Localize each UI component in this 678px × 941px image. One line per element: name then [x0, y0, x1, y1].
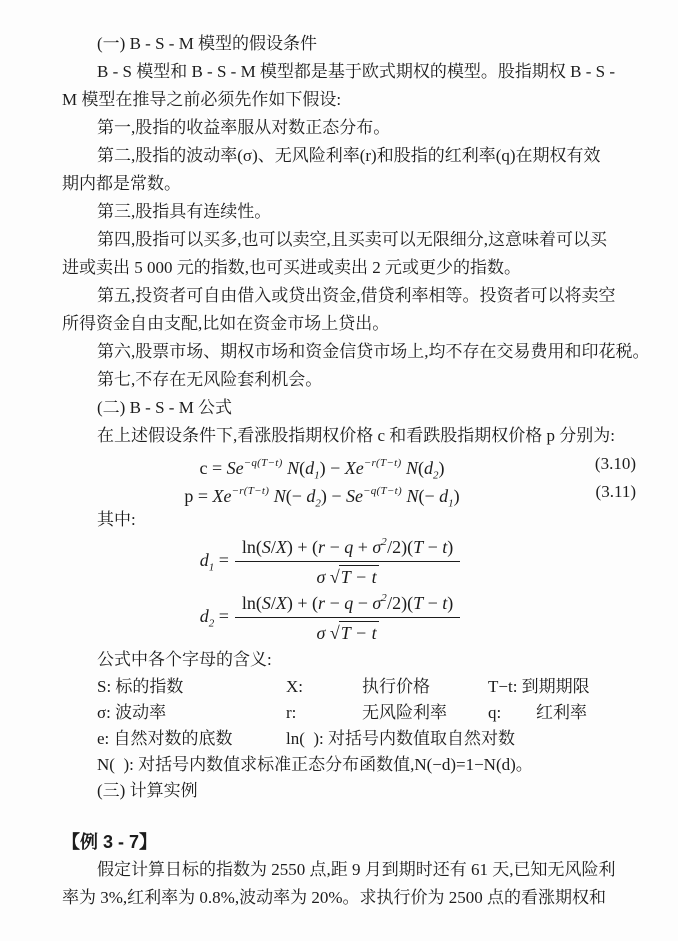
legend-cell: (三) 计算实例: [97, 781, 198, 800]
body-line: 在上述假设条件下,看涨股指期权价格 c 和看跌股指期权价格 p 分别为:: [97, 426, 616, 445]
where-label: 其中:: [97, 510, 136, 529]
legend-cell: σ: 波动率: [97, 703, 167, 722]
d2-denominator: σ √T − t: [316, 623, 377, 643]
body-line: 第六,股票市场、期权市场和资金信贷市场上,均不存在交易费用和印花税。: [97, 342, 650, 361]
body-line: M 模型在推导之前必须先作如下假设:: [62, 90, 342, 109]
d1-denominator: σ √T − t: [316, 567, 377, 587]
legend-cell: S: 标的指数: [97, 677, 184, 696]
legend-row: [62, 752, 638, 778]
section-heading-3: [62, 778, 638, 804]
body-line: 第一,股指的收益率服从对数正态分布。: [97, 118, 391, 137]
legend-row: [62, 700, 638, 726]
legend-cell: 无风险利率: [362, 703, 447, 722]
d1-numerator: $\ln(S/X) + (r - q + \sigma^2/2)(T - t)$: [235, 536, 460, 563]
legend-cell: T−t: 到期期限: [488, 677, 590, 696]
legend-cell: e: 自然对数的底数: [97, 729, 233, 748]
legend-row: [62, 726, 638, 752]
legend-cell: N( ): 对括号内数值求标准正态分布函数值,N(−d)=1−N(d)。: [97, 755, 533, 774]
d2-fraction: [235, 592, 460, 645]
body-line: 第五,投资者可自由借入或贷出资金,借贷利率相等。投资者可以将卖空: [97, 286, 616, 305]
equation-number-3-11: (3.11): [595, 482, 636, 501]
example-line: 率为 3%,红利率为 0.8%,波动率为 20%。求执行价为 2500 点的看涨期权和: [62, 888, 606, 907]
legend-cell: r:: [286, 703, 297, 722]
formula-p: $p = Xe^{-r(T-t)}$ $N(- d_2) - Se^{-q(T-t)}$ $N(- d_1)$: [184, 485, 460, 510]
body-line: 进或卖出 5 000 元的指数,也可买进或卖出 2 元或更少的指数。: [62, 258, 521, 277]
equation-put-price: [62, 478, 638, 510]
body-line: 第七,不存在无风险套利机会。: [97, 370, 323, 389]
body-line: 所得资金自由支配,比如在资金市场上贷出。: [62, 314, 390, 333]
body-line: 第四,股指可以买多,也可以卖空,且买卖可以无限细分,这意味着可以买: [97, 230, 607, 249]
d2-numerator: $\ln(S/X) + (r - q - \sigma^2/2)(T - t)$: [235, 592, 460, 619]
legend-cell: 执行价格: [362, 677, 430, 696]
section-heading-2: (二) B - S - M 公式: [97, 398, 233, 417]
legend-cell: X:: [286, 677, 303, 696]
equation-d1: [42, 534, 618, 590]
legend-row: [62, 674, 638, 700]
legend-intro: 公式中各个字母的含义:: [97, 650, 272, 669]
d1-lhs: $d_1$ =: [199, 549, 229, 574]
legend-cell: q:: [488, 703, 502, 722]
d1-fraction: [235, 536, 460, 589]
section-heading-1: (一) B - S - M 模型的假设条件: [97, 34, 318, 53]
legend-cell: ln( ): 对括号内数值取自然对数: [286, 729, 516, 748]
body-line: B - S 模型和 B - S - M 模型都是基于欧式期权的模型。股指期权 B - S -: [97, 62, 616, 81]
equation-number-3-10: (3.10): [594, 454, 636, 473]
body-line: 期内都是常数。: [62, 174, 181, 193]
equation-d2: [42, 590, 618, 646]
legend-cell: 红利率: [536, 703, 587, 722]
d2-lhs: $d_2$ =: [199, 605, 229, 630]
formula-c: $c = Se^{-q(T-t)}$ $N(d_1) - Xe^{-r(T-t)}$ $N(d_2)$: [199, 457, 445, 482]
example-line: 假定计算日标的指数为 2550 点,距 9 月到期时还有 61 天,已知无风险利: [97, 860, 616, 879]
body-line: 第二,股指的波动率(σ)、无风险利率(r)和股指的红利率(q)在期权有效: [97, 146, 601, 165]
example-heading: 【例 3 - 7】: [62, 832, 158, 852]
equation-call-price: [62, 450, 638, 482]
body-line: 第三,股指具有连续性。: [97, 202, 272, 221]
